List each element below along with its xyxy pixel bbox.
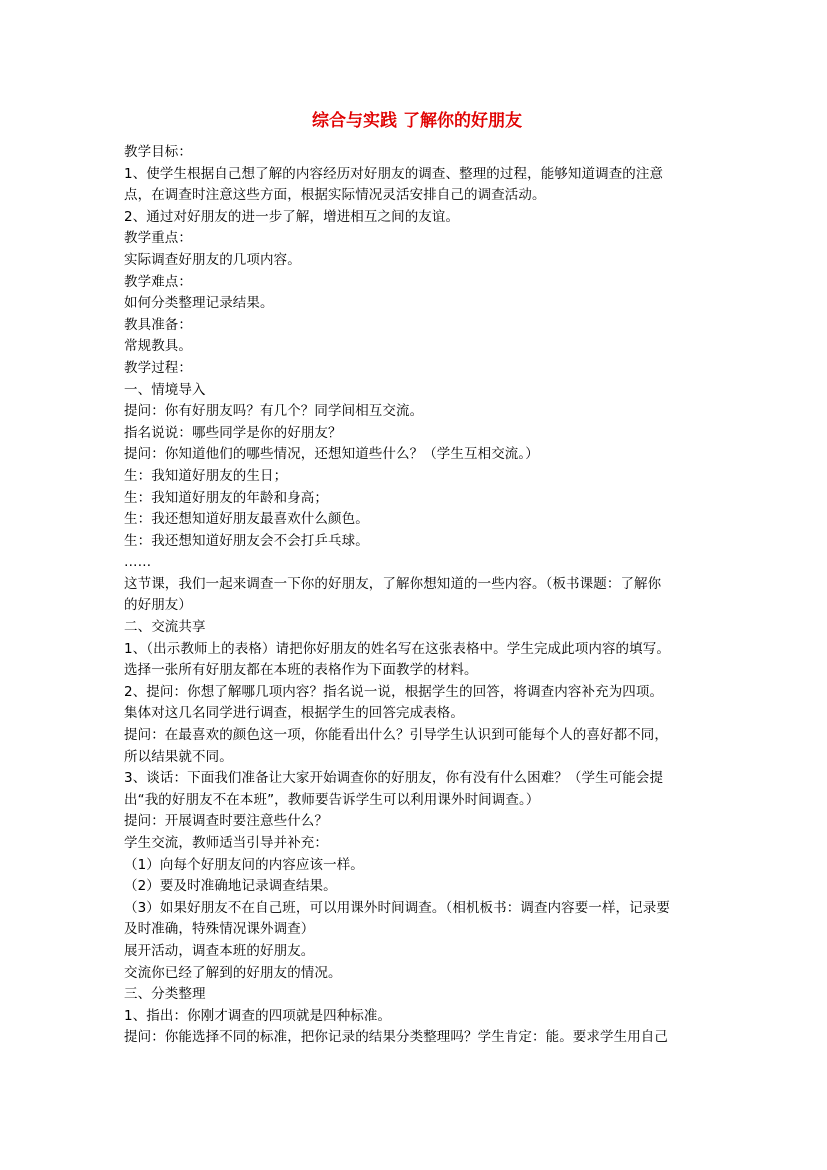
text-line: 2、提问：你想了解哪几项内容？指名说一说，根据学生的回答，将调查内容补充为四项。 [124,683,664,700]
text-line: 教具准备： [124,316,192,333]
text-line: 交流你已经了解到的好朋友的情况。 [124,964,342,981]
text-line: 提问：你有好朋友吗？有几个？同学间相互交流。 [124,403,424,420]
text-line: 3、谈话：下面我们准备让大家开始调查你的好朋友，你有没有什么困难？（学生可能会提 [124,770,664,787]
text-line: 提问：在最喜欢的颜色这一项，你能看出什么？引导学生认识到可能每个人的喜好都不同， [124,727,668,744]
text-line: 选择一张所有好朋友都在本班的表格作为下面教学的材料。 [124,662,478,679]
document-title: 综合与实践 了解你的好朋友 [312,111,522,131]
text-line: 2、通过对好朋友的进一步了解，增进相互之间的友谊。 [124,208,460,225]
text-line: 如何分类整理记录结果。 [124,295,274,312]
text-line: 点，在调查时注意这些方面，根据实际情况灵活安排自己的调查活动。 [124,187,546,204]
text-line: 1、（出示教师上的表格）请把你好朋友的姓名写在这张表格中。学生完成此项内容的填写。 [124,640,670,657]
document-page [124,108,710,1049]
text-line: 展开活动，调查本班的好朋友。 [124,942,315,959]
text-line: 提问：你知道他们的哪些情况，还想知道些什么？（学生互相交流。） [124,446,539,463]
text-line: 教学过程： [124,359,192,376]
text-line: （1）向每个好朋友问的内容应该一样。 [124,856,364,873]
text-line: …… [124,554,152,571]
text-line: 生：我还想知道好朋友会不会打乒乓球。 [124,532,369,549]
text-line: 所以结果就不同。 [124,748,233,765]
document-body [124,142,710,1049]
text-line: 生：我还想知道好朋友最喜欢什么颜色。 [124,511,369,528]
text-line: 集体对这几名同学进行调查，根据学生的回答完成表格。 [124,705,464,722]
text-line: （3）如果好朋友不在自己班，可以用课外时间调查。（相机板书：调查内容要一样，记录要 [124,899,670,916]
text-line: 的好朋友） [124,597,192,614]
text-line: 提问：开展调查时要注意些什么？ [124,813,328,830]
text-line: 指名说说：哪些同学是你的好朋友？ [124,424,342,441]
text-line: 1、使学生根据自己想了解的内容经历对好朋友的调查、整理的过程，能够知道调查的注意 [124,165,664,182]
text-line: 二、交流共享 [124,619,206,636]
text-line: 生：我知道好朋友的生日； [124,467,288,484]
text-line: 出“我的好朋友不在本班”，教师要告诉学生可以利用课外时间调查。） [124,791,540,808]
text-line: 三、分类整理 [124,986,206,1003]
text-line: 提问：你能选择不同的标准，把你记录的结果分类整理吗？学生肯定：能。要求学生用自己 [124,1029,668,1046]
text-line: 这节课，我们一起来调查一下你的好朋友，了解你想知道的一些内容。（板书课题：了解你 [124,575,662,592]
text-line: 教学难点： [124,273,192,290]
text-line: 教学重点： [124,230,192,247]
text-line: 及时准确，特殊情况课外调查） [124,921,315,938]
text-line: 生：我知道好朋友的年龄和身高； [124,489,328,506]
text-line: 常规教具。 [124,338,192,355]
text-line: 实际调查好朋友的几项内容。 [124,251,301,268]
text-line: 一、情境导入 [124,381,206,398]
text-line: （2）要及时准确地记录调查结果。 [124,878,337,895]
text-line: 教学目标： [124,144,192,160]
text-line: 学生交流，教师适当引导并补充： [124,835,328,851]
text-line: 1、指出：你刚才调查的四项就是四种标准。 [124,1007,392,1024]
